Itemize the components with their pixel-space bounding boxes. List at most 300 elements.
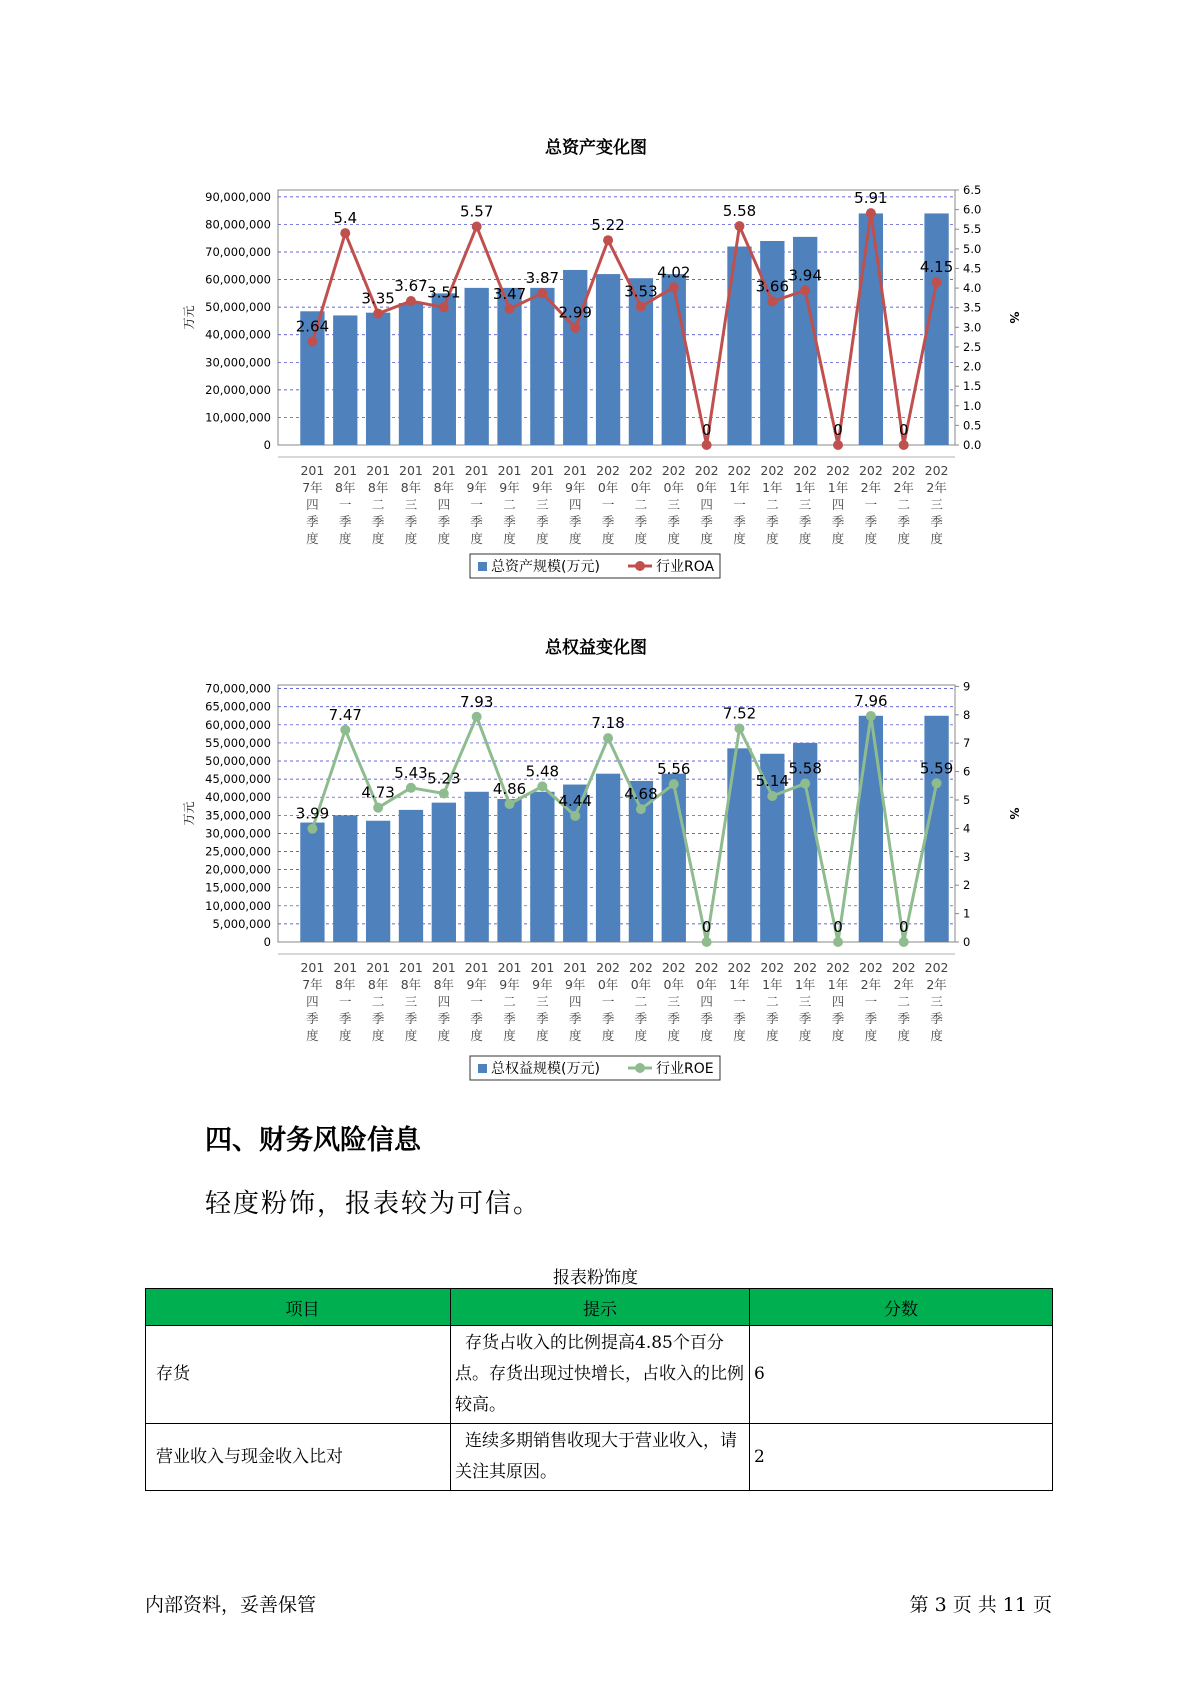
left-tick-label: 30,000,000 — [205, 826, 271, 841]
category-label: 8年 — [367, 480, 389, 495]
category-label: 0年 — [597, 977, 619, 992]
category-label: 201 — [497, 463, 522, 478]
category-label: 202 — [760, 960, 785, 975]
data-label: 2.99 — [558, 303, 592, 322]
right-axis-title: % — [1007, 807, 1021, 820]
category-label: 202 — [924, 960, 949, 975]
right-tick-label: 1.5 — [963, 379, 982, 394]
data-label: 4.02 — [657, 263, 691, 282]
header-score: 分数 — [750, 1289, 1053, 1326]
category-label: 一 — [470, 497, 483, 512]
row-hint: 存货占收入的比例提高4.85个百分点。存货出现过快增长，占收入的比例较高。 — [451, 1326, 750, 1424]
category-label: 一 — [733, 994, 746, 1009]
category-label: 三 — [798, 994, 812, 1009]
right-tick-label: 4 — [963, 821, 971, 836]
category-label: 四 — [700, 994, 713, 1009]
category-label: 度 — [339, 1028, 352, 1043]
category-label: 季 — [798, 1011, 812, 1026]
category-label: 一 — [864, 994, 878, 1009]
category-label: 季 — [667, 514, 681, 529]
category-label: 度 — [470, 1028, 483, 1043]
data-label: 3.67 — [394, 277, 428, 296]
left-tick-label: 50,000,000 — [205, 754, 271, 769]
right-tick-label: 6.0 — [963, 202, 982, 217]
total-assets-chart — [0, 130, 1191, 600]
line-point — [833, 937, 843, 947]
left-tick-label: 80,000,000 — [205, 217, 271, 232]
left-tick-label: 0 — [263, 438, 271, 452]
category-label: 二 — [371, 497, 385, 512]
category-label: 201 — [399, 463, 423, 478]
category-label: 度 — [831, 531, 845, 546]
right-tick-label: 5 — [963, 793, 971, 808]
category-label: 季 — [930, 1011, 943, 1026]
line-point — [406, 783, 416, 793]
line-point — [570, 811, 580, 821]
category-label: 三 — [404, 497, 418, 512]
data-label: 3.53 — [624, 282, 658, 301]
bar — [596, 774, 620, 942]
left-tick-label: 10,000,000 — [205, 898, 271, 913]
data-label: 3.51 — [427, 283, 461, 302]
category-label: 0年 — [663, 480, 685, 495]
category-label: 202 — [596, 463, 621, 478]
right-tick-label: 1 — [963, 906, 971, 921]
category-label: 季 — [733, 514, 746, 529]
bar — [859, 716, 883, 942]
right-tick-label: 9 — [963, 679, 971, 694]
category-label: 度 — [798, 1028, 812, 1043]
data-label: 2.64 — [295, 317, 330, 336]
category-label: 度 — [766, 1028, 779, 1043]
bar — [662, 274, 686, 445]
category-label: 度 — [766, 531, 779, 546]
total-equity-chart — [0, 630, 1191, 1100]
left-tick-label: 20,000,000 — [205, 862, 271, 877]
bar — [366, 313, 390, 445]
category-label: 8年 — [335, 977, 356, 992]
right-tick-label: 5.5 — [963, 222, 982, 237]
line-point — [800, 779, 810, 789]
left-tick-label: 20,000,000 — [205, 382, 271, 397]
category-label: 201 — [431, 960, 456, 975]
right-tick-label: 1.0 — [963, 398, 982, 413]
data-label: 5.4 — [333, 209, 358, 228]
bar — [399, 810, 423, 942]
line-point — [899, 937, 909, 947]
category-label: 四 — [568, 994, 582, 1009]
line-point — [340, 228, 350, 238]
category-label: 季 — [371, 1011, 385, 1026]
left-tick-label: 5,000,000 — [212, 916, 271, 931]
bar — [760, 241, 784, 445]
data-label: 0 — [898, 918, 909, 936]
line-point — [537, 288, 547, 298]
category-label: 度 — [831, 1028, 845, 1043]
category-label: 度 — [371, 531, 385, 546]
category-label: 度 — [568, 531, 582, 546]
category-label: 季 — [897, 1011, 910, 1026]
bar — [563, 270, 587, 445]
bar — [399, 303, 423, 445]
risk-summary: 轻度粉饰，报表较为可信。 — [205, 1189, 542, 1219]
category-label: 201 — [530, 960, 555, 975]
category-label: 度 — [536, 1028, 549, 1043]
category-label: 二 — [766, 497, 779, 512]
category-label: 1年 — [794, 480, 816, 495]
category-label: 202 — [891, 463, 916, 478]
data-label: 5.57 — [459, 202, 494, 221]
line-point — [570, 323, 580, 333]
category-label: 201 — [399, 960, 423, 975]
data-label: 3.87 — [525, 269, 560, 288]
category-label: 201 — [497, 960, 522, 975]
row-item: 营业收入与现金收入比对 — [146, 1424, 451, 1491]
category-label: 202 — [924, 463, 949, 478]
right-tick-label: 5.0 — [963, 241, 982, 256]
category-label: 201 — [366, 463, 391, 478]
data-label: 0 — [701, 918, 712, 936]
data-label: 5.48 — [525, 762, 560, 781]
category-label: 202 — [760, 463, 785, 478]
category-label: 201 — [333, 960, 358, 975]
line-point — [669, 779, 679, 789]
category-label: 度 — [568, 1028, 582, 1043]
header-item: 项目 — [146, 1289, 451, 1326]
bar — [662, 774, 686, 942]
category-label: 度 — [503, 1028, 516, 1043]
data-label: 4.44 — [558, 791, 592, 810]
left-tick-label: 40,000,000 — [205, 790, 271, 805]
category-label: 度 — [897, 1028, 910, 1043]
right-tick-label: 4.0 — [963, 281, 982, 296]
footer-confidential: 内部资料，妥善保管 — [145, 1594, 317, 1616]
row-score: 6 — [750, 1326, 1053, 1424]
right-tick-label: 6 — [963, 764, 971, 779]
left-axis-title: 万元 — [182, 801, 196, 826]
bar — [432, 293, 456, 445]
right-tick-label: 3.0 — [963, 320, 982, 335]
right-axis-title: % — [1007, 311, 1021, 324]
line-point — [439, 302, 449, 312]
category-label: 0年 — [696, 480, 717, 495]
line-point — [899, 440, 909, 450]
category-label: 8年 — [400, 977, 422, 992]
category-label: 202 — [694, 960, 719, 975]
category-label: 季 — [831, 1011, 845, 1026]
data-label: 5.23 — [427, 769, 461, 788]
line-point — [505, 304, 515, 314]
data-label: 3.66 — [755, 277, 790, 296]
data-label: 4.15 — [919, 258, 954, 277]
line-point — [767, 296, 777, 306]
left-tick-label: 30,000,000 — [205, 355, 271, 370]
category-label: 201 — [464, 960, 489, 975]
line-point — [472, 221, 482, 231]
chart-title: 总权益变化图 — [545, 638, 647, 658]
category-label: 三 — [667, 497, 681, 512]
category-label: 度 — [700, 1028, 713, 1043]
category-label: 201 — [333, 463, 358, 478]
left-tick-label: 15,000,000 — [205, 880, 271, 895]
category-label: 7年 — [302, 977, 323, 992]
category-label: 季 — [536, 1011, 549, 1026]
data-label: 5.43 — [394, 763, 428, 782]
left-tick-label: 65,000,000 — [205, 699, 271, 714]
left-tick-label: 40,000,000 — [205, 327, 271, 342]
category-label: 季 — [897, 514, 910, 529]
data-label: 7.96 — [854, 691, 888, 710]
data-label: 5.14 — [755, 772, 790, 791]
category-label: 一 — [339, 994, 352, 1009]
category-label: 9年 — [499, 977, 520, 992]
category-label: 9年 — [499, 480, 520, 495]
category-label: 202 — [826, 960, 850, 975]
legend-line-marker — [635, 561, 645, 571]
legend-line-label: 行业ROE — [656, 1061, 714, 1077]
data-label: 5.22 — [591, 216, 625, 235]
chart-title: 总资产变化图 — [545, 138, 647, 158]
right-tick-label: 4.5 — [963, 261, 982, 276]
category-label: 9年 — [564, 977, 586, 992]
data-label: 7.93 — [459, 692, 494, 711]
category-label: 度 — [667, 531, 681, 546]
data-label: 0 — [898, 421, 909, 439]
category-label: 度 — [470, 531, 483, 546]
category-label: 季 — [667, 1011, 681, 1026]
category-label: 季 — [766, 1011, 779, 1026]
category-label: 202 — [628, 463, 653, 478]
category-label: 度 — [798, 531, 812, 546]
category-label: 202 — [858, 463, 883, 478]
line-point — [833, 440, 843, 450]
category-label: 202 — [727, 960, 752, 975]
category-label: 三 — [798, 497, 812, 512]
data-label: 5.58 — [788, 759, 822, 778]
table-row — [146, 1326, 1053, 1424]
right-tick-label: 7 — [963, 736, 971, 751]
line-point — [734, 221, 744, 231]
category-label: 度 — [601, 531, 615, 546]
data-label: 5.58 — [722, 202, 757, 221]
category-label: 9年 — [532, 977, 553, 992]
category-label: 一 — [601, 497, 615, 512]
category-label: 季 — [503, 514, 516, 529]
right-tick-label: 0.5 — [963, 418, 982, 433]
right-tick-label: 2 — [963, 878, 971, 893]
legend-bar-swatch — [478, 1064, 487, 1073]
category-label: 1年 — [762, 977, 783, 992]
category-label: 度 — [437, 1028, 451, 1043]
category-label: 季 — [864, 514, 878, 529]
category-label: 201 — [563, 960, 588, 975]
line-point — [603, 235, 613, 245]
bar — [596, 274, 620, 445]
data-label: 3.94 — [788, 266, 822, 285]
category-label: 三 — [536, 994, 549, 1009]
category-label: 1年 — [794, 977, 816, 992]
category-label: 8年 — [367, 977, 389, 992]
left-tick-label: 60,000,000 — [205, 272, 271, 287]
category-label: 7年 — [302, 480, 323, 495]
line-point — [439, 788, 449, 798]
category-label: 四 — [568, 497, 582, 512]
category-label: 2年 — [860, 480, 882, 495]
left-tick-label: 45,000,000 — [205, 772, 271, 787]
data-label: 7.18 — [591, 714, 625, 733]
left-tick-label: 90,000,000 — [205, 189, 271, 204]
category-label: 季 — [470, 514, 483, 529]
category-label: 202 — [793, 960, 818, 975]
category-label: 202 — [793, 463, 818, 478]
bar — [432, 803, 456, 942]
category-label: 四 — [831, 994, 845, 1009]
category-label: 季 — [568, 514, 582, 529]
line-point — [307, 824, 317, 834]
category-label: 度 — [503, 531, 516, 546]
category-label: 201 — [563, 463, 588, 478]
category-label: 四 — [306, 994, 319, 1009]
plot-area — [182, 679, 1021, 1080]
category-label: 三 — [930, 994, 943, 1009]
bar — [333, 815, 357, 942]
bar — [497, 799, 521, 942]
category-label: 二 — [897, 994, 910, 1009]
bar — [333, 315, 357, 445]
line-point — [800, 285, 810, 295]
section-title: 四、财务风险信息 — [205, 1125, 421, 1156]
line-point — [932, 277, 942, 287]
category-label: 9年 — [466, 977, 487, 992]
category-label: 2年 — [860, 977, 882, 992]
right-tick-label: 2.0 — [963, 359, 982, 374]
data-label: 5.59 — [919, 759, 954, 778]
data-label: 5.56 — [657, 760, 691, 779]
legend-bar-swatch — [478, 562, 487, 571]
category-label: 202 — [661, 960, 686, 975]
line-point — [702, 440, 712, 450]
category-label: 度 — [930, 1028, 943, 1043]
category-label: 三 — [536, 497, 549, 512]
category-label: 季 — [339, 1011, 352, 1026]
category-label: 度 — [930, 531, 943, 546]
category-label: 201 — [300, 463, 325, 478]
category-label: 度 — [404, 1028, 418, 1043]
bar — [366, 821, 390, 942]
data-label: 3.47 — [492, 284, 527, 303]
category-label: 202 — [628, 960, 653, 975]
category-label: 202 — [858, 960, 883, 975]
category-label: 2年 — [926, 977, 947, 992]
category-label: 季 — [404, 514, 418, 529]
legend-bar-label: 总资产规模(万元) — [491, 559, 600, 575]
table-header-row — [146, 1289, 1053, 1326]
category-label: 201 — [366, 960, 391, 975]
left-tick-label: 60,000,000 — [205, 717, 271, 732]
category-label: 二 — [503, 994, 516, 1009]
line-point — [932, 778, 942, 788]
line-point — [734, 723, 744, 733]
category-label: 202 — [694, 463, 719, 478]
category-label: 二 — [371, 994, 385, 1009]
category-label: 三 — [667, 994, 681, 1009]
line-point — [669, 282, 679, 292]
category-label: 202 — [661, 463, 686, 478]
risk-table — [145, 1288, 1053, 1491]
category-label: 8年 — [335, 480, 356, 495]
category-label: 二 — [897, 497, 910, 512]
category-label: 季 — [798, 514, 812, 529]
category-label: 二 — [634, 994, 648, 1009]
category-label: 度 — [897, 531, 910, 546]
line-point — [866, 711, 876, 721]
line-point — [373, 803, 383, 813]
data-label: 0 — [701, 421, 712, 439]
left-tick-label: 50,000,000 — [205, 300, 271, 315]
category-label: 度 — [733, 531, 746, 546]
right-tick-label: 8 — [963, 707, 971, 722]
category-label: 二 — [634, 497, 648, 512]
footer-page-number: 第 3 页 共 11 页 — [909, 1594, 1052, 1616]
bar — [859, 213, 883, 445]
category-label: 一 — [470, 994, 483, 1009]
category-label: 2年 — [893, 480, 914, 495]
category-label: 201 — [431, 463, 456, 478]
category-label: 201 — [530, 463, 555, 478]
right-tick-label: 2.5 — [963, 339, 982, 354]
category-label: 季 — [568, 1011, 582, 1026]
plot-area — [182, 183, 1021, 578]
category-label: 202 — [826, 463, 850, 478]
header-hint: 提示 — [451, 1289, 750, 1326]
line-point — [702, 937, 712, 947]
left-axis-title: 万元 — [182, 305, 196, 330]
category-label: 季 — [700, 1011, 713, 1026]
data-label: 3.99 — [295, 804, 330, 823]
category-label: 度 — [700, 531, 713, 546]
left-tick-label: 25,000,000 — [205, 844, 271, 859]
category-label: 一 — [601, 994, 615, 1009]
category-label: 季 — [766, 514, 779, 529]
category-label: 1年 — [827, 480, 849, 495]
line-point — [373, 309, 383, 319]
category-label: 9年 — [466, 480, 487, 495]
category-label: 度 — [339, 531, 352, 546]
category-label: 度 — [864, 531, 878, 546]
category-label: 二 — [503, 497, 516, 512]
line-point — [505, 799, 515, 809]
data-label: 4.86 — [492, 779, 527, 798]
category-label: 度 — [306, 531, 319, 546]
category-label: 季 — [437, 514, 451, 529]
category-label: 季 — [700, 514, 713, 529]
right-tick-label: 3 — [963, 849, 971, 864]
bar — [530, 792, 554, 942]
data-label: 7.47 — [328, 705, 362, 724]
category-label: 0年 — [630, 977, 652, 992]
category-label: 季 — [733, 1011, 746, 1026]
category-label: 202 — [596, 960, 621, 975]
category-label: 2年 — [893, 977, 914, 992]
right-tick-label: 6.5 — [963, 183, 982, 197]
line-point — [472, 712, 482, 722]
category-label: 三 — [930, 497, 943, 512]
category-label: 0年 — [696, 977, 717, 992]
category-label: 8年 — [433, 977, 455, 992]
category-label: 一 — [733, 497, 746, 512]
data-label: 4.68 — [624, 785, 658, 804]
line-point — [406, 296, 416, 306]
